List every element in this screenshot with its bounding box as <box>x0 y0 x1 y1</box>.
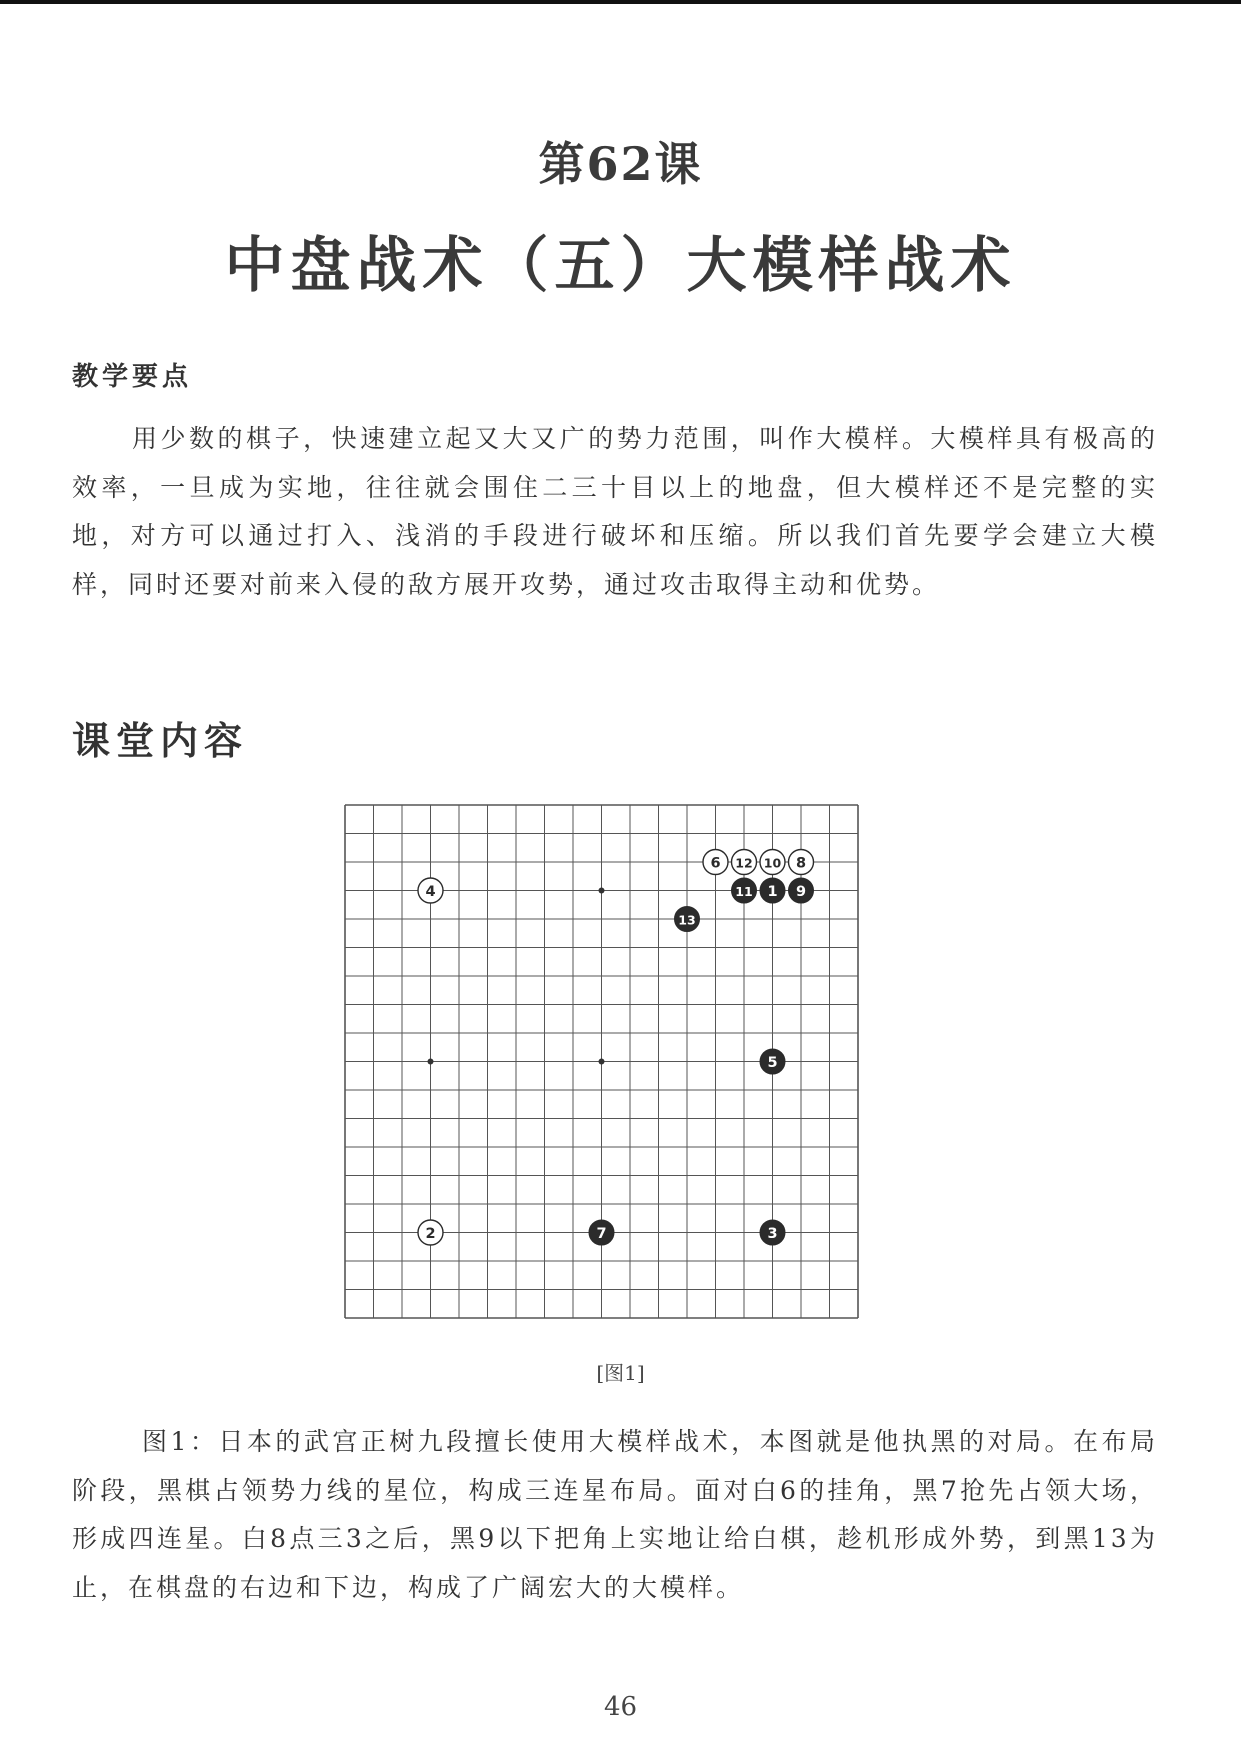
stone-move-number: 2 <box>425 1226 436 1242</box>
white-stone <box>418 878 443 903</box>
black-stone <box>732 878 757 903</box>
teaching-points-heading: 教学要点 <box>72 362 193 392</box>
page-number: 46 <box>603 1692 638 1722</box>
black-stone <box>675 907 700 932</box>
white-stone <box>703 850 728 875</box>
figure-caption: [图1] <box>596 1361 645 1385</box>
top-border <box>0 0 1241 4</box>
white-stone <box>418 1220 443 1245</box>
black-stone <box>760 878 785 903</box>
figure-explanation: 图1：日本的武宫正树九段擅长使用大模样战术，本图就是他执黑的对局。在布局阶段，黑棋占领势力线的星位，构成三连星布局。面对白6的挂角，黑7抢先占领大场，形成四连星。白8点三3之后，黑9以下把角上实地让给白棋，趁机形成外势，到黑13为止，在棋盘的右边和下边，构成了广阔宏大的大模样。 <box>72 1427 1158 1602</box>
stone-move-number: 5 <box>767 1055 778 1071</box>
white-stone <box>760 850 785 875</box>
stone-move-number: 9 <box>795 884 807 900</box>
white-stone <box>789 850 814 875</box>
star-point <box>599 1059 605 1065</box>
stone-move-number: 8 <box>795 855 807 872</box>
black-stone <box>760 1049 785 1074</box>
stone-move-number: 12 <box>735 855 753 871</box>
stone-move-number: 13 <box>678 912 696 928</box>
stone-move-number: 11 <box>735 884 753 899</box>
stone-move-number: 10 <box>763 855 782 871</box>
white-stone <box>732 850 757 875</box>
class-content-heading: 课堂内容 <box>72 719 249 763</box>
black-stone <box>589 1220 614 1245</box>
lesson-title: 中盘战术（五）大模样战术 <box>224 231 1017 301</box>
star-point <box>599 888 605 894</box>
black-stone <box>789 878 814 903</box>
go-board-figure <box>330 790 910 1340</box>
teaching-points-paragraph: 用少数的棋子，快速建立起又大又广的势力范围，叫作大模样。大模样具有极高的效率，一旦成为实地，往往就会围住二三十目以上的地盘，但大模样还不是完整的实地，对方可以通过打入、浅消的手段进行破坏和压缩。所以我们首先要学会建立大模样，同时还要对前来入侵的敌方展开攻势，通过攻击取得主动和优势。 <box>72 424 1158 599</box>
black-stone <box>760 1220 785 1245</box>
star-point <box>428 1059 434 1065</box>
lesson-number: 第62课 <box>538 137 703 191</box>
stone-move-number: 1 <box>767 884 778 900</box>
stone-move-number: 6 <box>710 855 721 872</box>
go-board <box>330 790 910 1340</box>
stone-move-number: 4 <box>425 884 436 900</box>
stone-move-number: 7 <box>596 1226 607 1242</box>
board-background <box>330 790 910 1340</box>
stone-move-number: 3 <box>767 1226 778 1242</box>
